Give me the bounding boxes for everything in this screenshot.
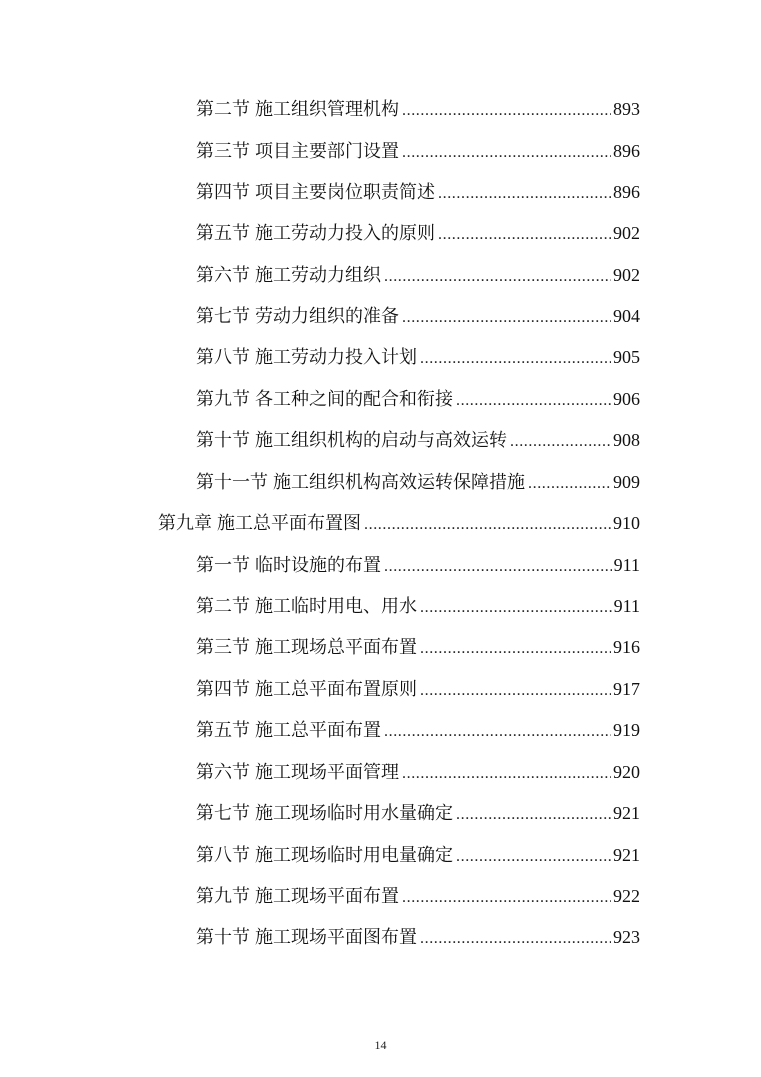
dot-leader: [384, 717, 611, 747]
toc-entry-text: 施工组织机构的启动与高效运转: [255, 430, 507, 451]
toc-entry-text: 劳动力组织的准备: [255, 306, 399, 327]
toc-entry-page: 920: [613, 762, 640, 782]
dot-leader: [420, 676, 611, 706]
toc-entry-number: 第六节: [196, 265, 250, 286]
toc-entry-page: 904: [613, 306, 640, 326]
toc-entry-number: 第九节: [196, 389, 250, 410]
toc-entry-number: 第十一节: [196, 472, 268, 493]
dot-leader: [402, 759, 611, 789]
toc-entry-text: 施工总平面布置原则: [255, 679, 417, 700]
toc-entry-number: 第四节: [196, 182, 250, 203]
toc-entry-page: 923: [613, 927, 640, 947]
toc-entry-number: 第七节: [196, 306, 250, 327]
toc-entry-page: 911: [613, 596, 640, 616]
toc-entry-title: [196, 551, 381, 581]
toc-entry-number: 第二节: [196, 99, 250, 120]
toc-entry-number: 第五节: [196, 223, 250, 244]
toc-entry-number: 第十节: [196, 927, 250, 948]
toc-entry-section: [196, 550, 640, 580]
toc-entry-text: 各工种之间的配合和衔接: [255, 389, 453, 410]
toc-entry-number: 第五节: [196, 720, 250, 741]
toc-entry-title: [196, 841, 453, 871]
toc-entry-title: [196, 633, 417, 663]
toc-entry-page: 921: [613, 803, 640, 823]
toc-entry-title: [196, 426, 507, 456]
dot-leader: [438, 179, 611, 209]
toc-entry-text: 项目主要部门设置: [255, 141, 399, 162]
toc-entry-title: [196, 178, 435, 208]
toc-entry-title: [196, 261, 381, 291]
toc-entry-section: [196, 757, 640, 787]
toc-entry-section: [196, 632, 640, 662]
toc-entry-text: 施工现场临时用电量确定: [255, 845, 453, 866]
toc-entry-number: 第四节: [196, 679, 250, 700]
toc-entry-page: 902: [613, 223, 640, 243]
toc-entry-text: 施工劳动力组织: [255, 265, 381, 286]
toc-entry-page: 902: [613, 265, 640, 285]
toc-entry-section: [196, 798, 640, 828]
toc-entry-page: 922: [613, 886, 640, 906]
toc-entry-number: 第六节: [196, 762, 250, 783]
toc-entry-text: 施工现场平面布置: [255, 886, 399, 907]
dot-leader: [420, 924, 611, 954]
dot-leader: [456, 842, 611, 872]
toc-entry-page: 896: [613, 141, 640, 161]
toc-entry-text: 施工现场平面管理: [255, 762, 399, 783]
toc-entry-number: 第十节: [196, 430, 250, 451]
toc-entry-section: [196, 425, 640, 455]
dot-leader: [528, 469, 611, 499]
toc-entry-page: 910: [613, 513, 640, 533]
toc-entry-text: 施工临时用电、用水: [255, 596, 417, 617]
toc-entry-number: 第二节: [196, 596, 250, 617]
toc-entry-title: [196, 923, 417, 953]
toc-entry-chapter: [158, 508, 640, 538]
dot-leader: [420, 634, 611, 664]
toc-entry-number: 第八节: [196, 845, 250, 866]
dot-leader: [364, 510, 611, 540]
toc-entry-title: [196, 799, 453, 829]
toc-entry-title: [196, 137, 399, 167]
toc-entry-page: 906: [613, 389, 640, 409]
dot-leader: [456, 386, 611, 416]
toc-entry-title: [196, 758, 399, 788]
toc-entry-page: 896: [613, 182, 640, 202]
toc-entry-title: [196, 302, 399, 332]
toc-entry-section: [196, 715, 640, 745]
toc-entry-text: 施工总平面布置: [255, 720, 381, 741]
toc-entry-page: 905: [613, 347, 640, 367]
toc-entry-number: 第七节: [196, 803, 250, 824]
toc-entry-text: 施工现场总平面布置: [255, 637, 417, 658]
toc-entry-title: [196, 716, 381, 746]
dot-leader: [420, 344, 611, 374]
dot-leader: [438, 220, 611, 250]
toc-entry-section: [196, 177, 640, 207]
toc-entry-title: [196, 592, 417, 622]
toc-entry-page: 916: [613, 637, 640, 657]
toc-entry-title: [196, 385, 453, 415]
toc-entry-section: [196, 922, 640, 952]
toc-entry-number: 第九章: [158, 513, 212, 534]
dot-leader: [510, 427, 611, 457]
dot-leader: [402, 138, 611, 168]
dot-leader: [384, 262, 611, 292]
toc-entry-page: 921: [613, 845, 640, 865]
toc-entry-section: [196, 260, 640, 290]
dot-leader: [402, 883, 611, 913]
toc-entry-section: [196, 591, 640, 621]
toc-entry-title: [196, 675, 417, 705]
toc-entry-section: [196, 384, 640, 414]
toc-entry-number: 第一节: [196, 555, 250, 576]
toc-entry-number: 第三节: [196, 141, 250, 162]
toc-entry-text: 施工劳动力投入计划: [255, 347, 417, 368]
dot-leader: [456, 800, 611, 830]
toc-entry-text: 施工现场平面图布置: [255, 927, 417, 948]
toc-entry-title: [196, 343, 417, 373]
toc-entry-section: [196, 674, 640, 704]
toc-entry-page: 909: [613, 472, 640, 492]
toc-entry-title: [196, 95, 399, 125]
toc-entry-page: 911: [613, 555, 640, 575]
toc-entry-section: [196, 218, 640, 248]
toc-entry-section: [196, 881, 640, 911]
toc-entry-text: 施工总平面布置图: [217, 513, 361, 534]
toc-entry-section: [196, 136, 640, 166]
toc-entry-text: 施工组织机构高效运转保障措施: [273, 472, 525, 493]
dot-leader: [420, 593, 612, 623]
toc-entry-section: [196, 467, 640, 497]
toc-entry-text: 施工组织管理机构: [255, 99, 399, 120]
toc-entry-text: 项目主要岗位职责简述: [255, 182, 435, 203]
toc-entry-number: 第三节: [196, 637, 250, 658]
toc-entry-section: [196, 840, 640, 870]
toc-entry-page: 919: [613, 720, 640, 740]
toc-entry-title: [196, 468, 525, 498]
page-number: 14: [374, 1038, 387, 1052]
toc-entry-number: 第八节: [196, 347, 250, 368]
toc-entry-page: 917: [613, 679, 640, 699]
toc-entry-title: [158, 509, 361, 539]
toc-entry-title: [196, 882, 399, 912]
toc-entry-title: [196, 219, 435, 249]
toc-entry-page: 908: [613, 430, 640, 450]
toc-entry-section: [196, 301, 640, 331]
toc-entry-text: 临时设施的布置: [255, 555, 381, 576]
toc-entry-page: 893: [613, 99, 640, 119]
dot-leader: [384, 552, 612, 582]
dot-leader: [402, 96, 611, 126]
toc-entry-text: 施工现场临时用水量确定: [255, 803, 453, 824]
toc-entry-text: 施工劳动力投入的原则: [255, 223, 435, 244]
toc-entry-section: [196, 94, 640, 124]
dot-leader: [402, 303, 611, 333]
toc-entry-number: 第九节: [196, 886, 250, 907]
toc-entry-section: [196, 342, 640, 372]
